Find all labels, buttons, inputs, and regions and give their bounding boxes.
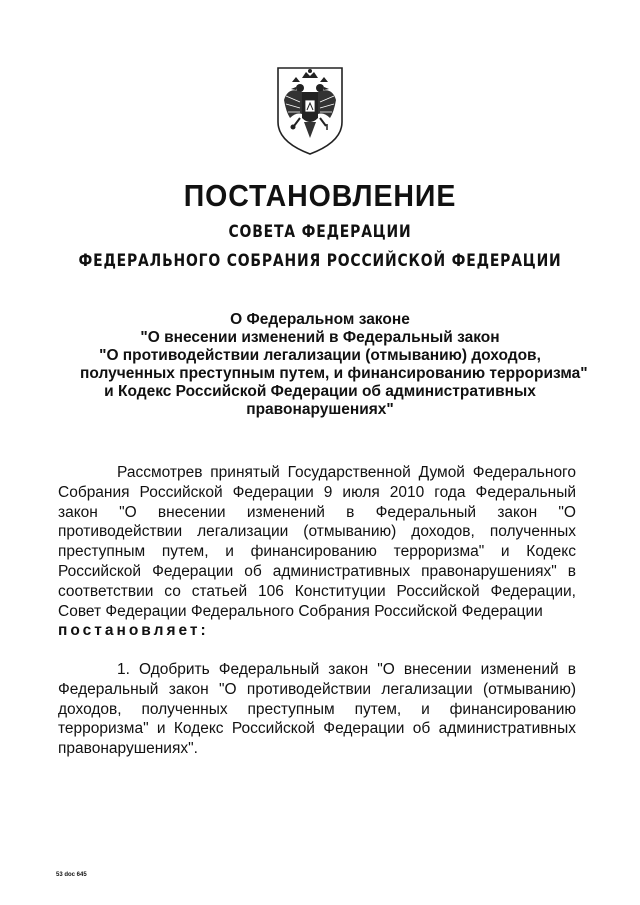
resolves-word: постановляет: — [58, 622, 209, 640]
subject-line: полученных преступным путем, и финансированию терроризма" — [80, 365, 588, 382]
subject-line: "О внесении изменений в Федеральный закон — [140, 329, 500, 346]
preamble-text: Рассмотрев принятый Государственной Думой Федерального Собрания Российской Федерации 9 июля 2010 года Федеральный закон "О внесении изменений в Федеральный закон "О противодействии легализации (отмыванию) доходов, полученных преступным путем, и финансированию терроризма" и Кодекс Российской Федерации об административных правонарушениях" в соответствии со статьей 106 Конституции Российской Федерации, Совет Федерации Федерального Собрания Российской Федерации — [58, 464, 576, 620]
document-code: 53 doc 645 — [56, 872, 87, 878]
subject-line: О Федеральном законе — [230, 311, 410, 328]
issuer-line-1: СОВЕТА ФЕДЕРАЦИИ — [228, 222, 412, 242]
document-subject — [80, 311, 588, 419]
issuer-line-2: ФЕДЕРАЛЬНОГО СОБРАНИЯ РОССИЙСКОЙ ФЕДЕРАЦИИ — [78, 251, 562, 271]
preamble-paragraph — [58, 463, 576, 641]
subject-line: и Кодекс Российской Федерации об административных — [104, 383, 536, 400]
clause-1-text: 1. Одобрить Федеральный закон "О внесении изменений в Федеральный закон "О противодействии легализации (отмыванию) доходов, полученных преступным путем, и финансированию терроризма" и Кодекс Российской Федерации об административных правонарушениях". — [58, 661, 576, 758]
coat-of-arms-icon — [276, 66, 344, 156]
clause-1-paragraph — [58, 660, 576, 759]
document-title: ПОСТАНОВЛЕНИЕ — [183, 178, 457, 213]
subject-line: правонарушениях" — [246, 401, 394, 418]
subject-line: "О противодействии легализации (отмыванию) доходов, — [99, 347, 541, 364]
